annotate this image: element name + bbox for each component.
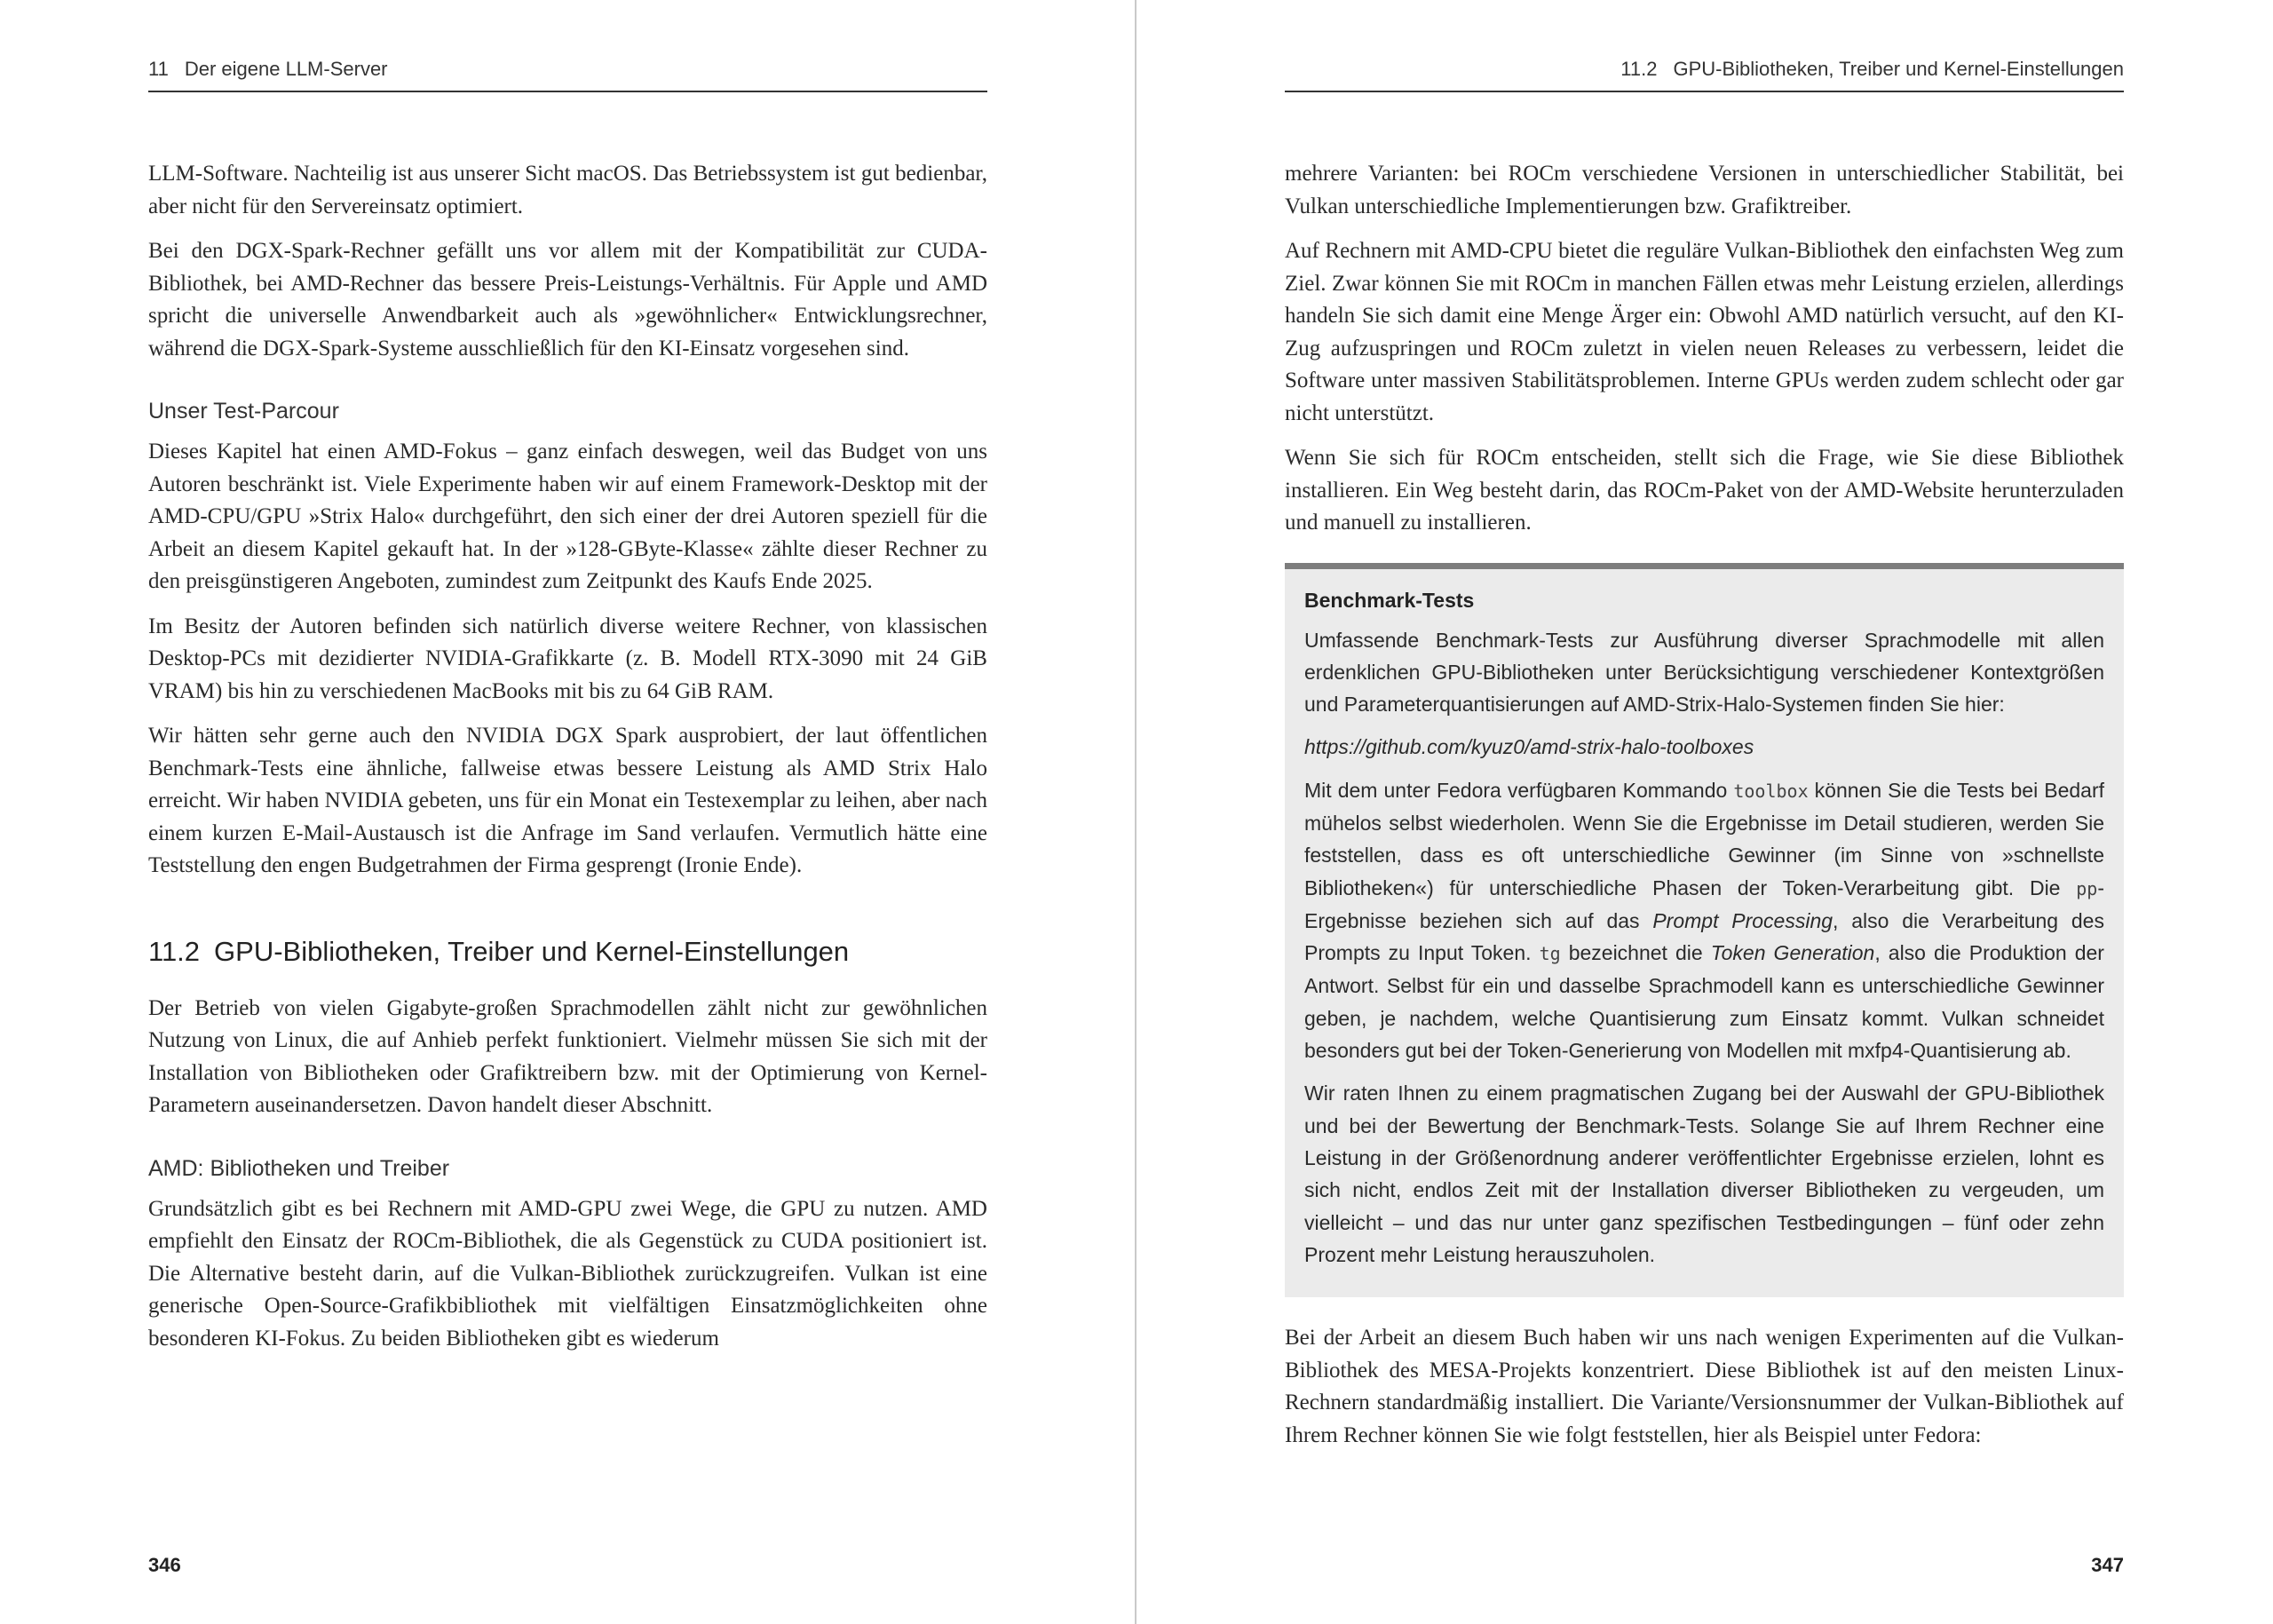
paragraph: Wenn Sie sich für ROCm entscheiden, stellt sich die Frage, wie Sie diese Bibliothek installieren. Ein Weg besteht darin, das ROCm-Paket von der AMD-Website herunterzuladen und manuell zu installieren. (1285, 446, 2124, 535)
text-run: , also die Verarbeitung des Prompts zu Input Token. (1304, 908, 2104, 965)
text-run: -Ergebnisse beziehen sich auf das (1304, 875, 2104, 932)
header-section-number: 11.2 (1620, 58, 1658, 80)
text-run: , also die Produktion der Antwort. Selbst für ein und dasselbe Sprachmodell kann es unterschiedliche Gewinner geben, je nachdem, welche Quantisierung zum Einsatz kommt. Vulkan schneidet besonders gut bei der Token-Generierung von Modellen mit mxfp4-Quantisierung ab. (1304, 941, 2104, 1063)
text-run: Mit dem unter Fedora verfügbaren Kommando (1304, 778, 1734, 802)
info-box-paragraph: Umfassende Benchmark-Tests zur Ausführung diverser Sprachmodelle mit allen erdenklichen GPU-Bibliotheken unter Berücksichtigung verschiedener Kontextgrößen und Parameterquantisierungen auf AMD-Strix-Halo-Systemen finden Sie hier: (1304, 628, 2104, 717)
left-page (148, 0, 987, 1624)
running-head-right (1285, 53, 2124, 92)
section-number: 11.2 (148, 935, 201, 967)
paragraph: Bei der Arbeit an diesem Buch haben wir uns nach wenigen Experimenten auf die Vulkan-Bibliothek des MESA-Projekts konzentriert. Diese Bibliothek ist auf den meisten Linux-Rechnern standardmäßig installiert. Die Variante/Versionsnummer der Vulkan-Bibliothek auf Ihrem Rechner können Sie wie folgt feststellen, hier als Beispiel unter Fedora: (1285, 1326, 2124, 1447)
github-url-link[interactable]: https://github.com/kyuz0/amd-strix-halo-toolboxes (1304, 735, 1754, 759)
info-box-paragraph (1304, 774, 2104, 1067)
page-gutter (1135, 0, 1136, 1624)
paragraph: Grundsätzlich gibt es bei Rechnern mit AMD-GPU zwei Wege, die GPU zu nutzen. AMD empfiehlt den Einsatz der ROCm-Bibliothek, die als Gegenstück zu CUDA positioniert ist. Die Alternative besteht darin, auf die Vulkan-Bibliothek zurückzugreifen. Vulkan ist eine generische Open-Source-Grafikbibliothek mit vielfältigen Einsatzmöglichkeiten ohne besonderen KI-Fokus. Zu beiden Bibliotheken gibt es wiederum (148, 1196, 987, 1351)
header-section-title: GPU-Bibliotheken, Treiber und Kernel-Einstellungen (1673, 58, 2124, 80)
code-tg: tg (1539, 943, 1561, 965)
paragraph: LLM-Software. Nachteilig ist aus unserer Sicht macOS. Das Betriebssystem ist gut bedienbar, aber nicht für den Servereinsatz optimiert. (148, 162, 987, 218)
right-page-content (1285, 158, 2124, 1464)
paragraph: Auf Rechnern mit AMD-CPU bietet die reguläre Vulkan-Bibliothek den einfachsten Weg zum Ziel. Zwar können Sie mit ROCm in manchen Fällen etwas mehr Leistung erzielen, allerdings handeln Sie sich damit eine Menge Ärger ein: Obwohl AMD natürlich versucht, auf den KI-Zug aufzuspringen und ROCm zuletzt in vielen neuen Releases zu verbessern, leidet die Software unter massiven Stabilitätsproblemen. Interne GPUs werden zudem schlecht oder gar nicht unterstützt. (1285, 239, 2124, 425)
paragraph: mehrere Varianten: bei ROCm verschiedene Versionen in unterschiedlicher Stabilität, bei Vulkan unterschiedliche Implementierungen bzw. Grafiktreiber. (1285, 162, 2124, 218)
chapter-title: Der eigene LLM-Server (184, 58, 388, 80)
info-box-title: Benchmark-Tests (1304, 588, 1475, 612)
emphasis-token-generation: Token Generation (1710, 941, 1875, 965)
section-heading (148, 934, 987, 970)
paragraph: Bei den DGX-Spark-Rechner gefällt uns vor allem mit der Kompatibilität zur CUDA-Bibliothek, bei AMD-Rechner das bessere Preis-Leistungs-Verhältnis. Für Apple und AMD spricht die universelle Anwendbarkeit auch als »gewöhnlicher« Entwicklungsrechner, während die DGX-Spark-Systeme ausschließlich für den KI-Einsatz vorgesehen sind. (148, 239, 987, 360)
emphasis-prompt-processing: Prompt Processing (1652, 908, 1833, 932)
right-page (1285, 0, 2124, 1624)
text-run: können Sie die Tests bei Bedarf mühelos selbst wiederholen. Wenn Sie die Ergebnisse im Detail studieren, werden Sie feststellen, dass es oft unterschiedliche Gewinner (im Sinne von »schnellste Bibliotheken«) für unterschiedliche Phasen der Token-Verarbeitung gibt. Die (1304, 778, 2104, 899)
page-number-right: 347 (2091, 1554, 2124, 1576)
paragraph: Im Besitz der Autoren befinden sich natürlich diverse weitere Rechner, von klassischen Desktop-PCs mit dezidierter NVIDIA-Grafikkarte (z. B. Modell RTX-3090 mit 24 GiB VRAM) bis hin zu verschiedenen MacBooks mit bis zu 64 GiB RAM. (148, 614, 987, 703)
code-pp: pp (2076, 877, 2098, 899)
paragraph: Der Betrieb von vielen Gigabyte-großen Sprachmodellen zählt nicht zur gewöhnlichen Nutzung von Linux, die auf Anhieb perfekt funktioniert. Vielmehr müssen Sie sich mit der Installation von Bibliotheken oder Grafiktreibern bzw. mit der Optimierung von Kernel-Parametern auseinandersetzen. Davon handelt dieser Abschnitt. (148, 995, 987, 1117)
page-number-left: 346 (148, 1554, 181, 1576)
code-toolbox: toolbox (1733, 780, 1809, 802)
subheading-test-parcour: Unser Test-Parcour (148, 399, 339, 424)
running-head-left (148, 53, 987, 92)
info-box-paragraph: Wir raten Ihnen zu einem pragmatischen Zugang bei der Auswahl der GPU-Bibliothek und bei der Bewertung der Benchmark-Tests. Solange Sie auf Ihrem Rechner eine Leistung in der Größenordnung anderer veröffentlichter Ergebnisse erzielen, lohnt es sich nicht, endlos Zeit mit der Installation diverser Bibliotheken zu vergeuden, um vielleicht – und das nur unter ganz spezifischen Testbedingungen – fünf oder zehn Prozent mehr Leistung herauszuholen. (1304, 1081, 2104, 1266)
benchmark-info-box (1285, 563, 2124, 1298)
subheading-amd-libraries: AMD: Bibliotheken und Treiber (148, 1155, 450, 1181)
text-run: bezeichnet die (1560, 941, 1711, 965)
section-title: GPU-Bibliotheken, Treiber und Kernel-Einstellungen (214, 935, 850, 967)
paragraph: Dieses Kapitel hat einen AMD-Fokus – ganz einfach deswegen, weil das Budget von uns Autoren beschränkt ist. Viele Experimente haben wir auf einem Framework-Desktop mit der AMD-CPU/GPU »Strix Halo« durchgeführt, den sich einer der drei Autoren speziell für die Arbeit an diesem Kapitel gekauft hat. In der »128-GByte-Klasse« zählte dieser Rechner zu den preisgünstigeren Angeboten, zumindest zum Zeitpunkt des Kaufs Ende 2025. (148, 440, 987, 593)
left-page-content (148, 158, 987, 1367)
chapter-number: 11 (148, 58, 169, 80)
paragraph: Wir hätten sehr gerne auch den NVIDIA DGX Spark ausprobiert, der laut öffentlichen Benchmark-Tests eine ähnliche, fallweise etwas bessere Leistung als AMD Strix Halo erreicht. Wir haben NVIDIA gebeten, uns für ein Monat ein Testexemplar zu leihen, aber nach einem kurzen E-Mail-Austausch ist die Anfrage im Sand verlaufen. Vermutlich hätte eine Teststellung den engen Budgetrahmen der Firma gesprengt (Ironie Ende). (148, 724, 987, 877)
